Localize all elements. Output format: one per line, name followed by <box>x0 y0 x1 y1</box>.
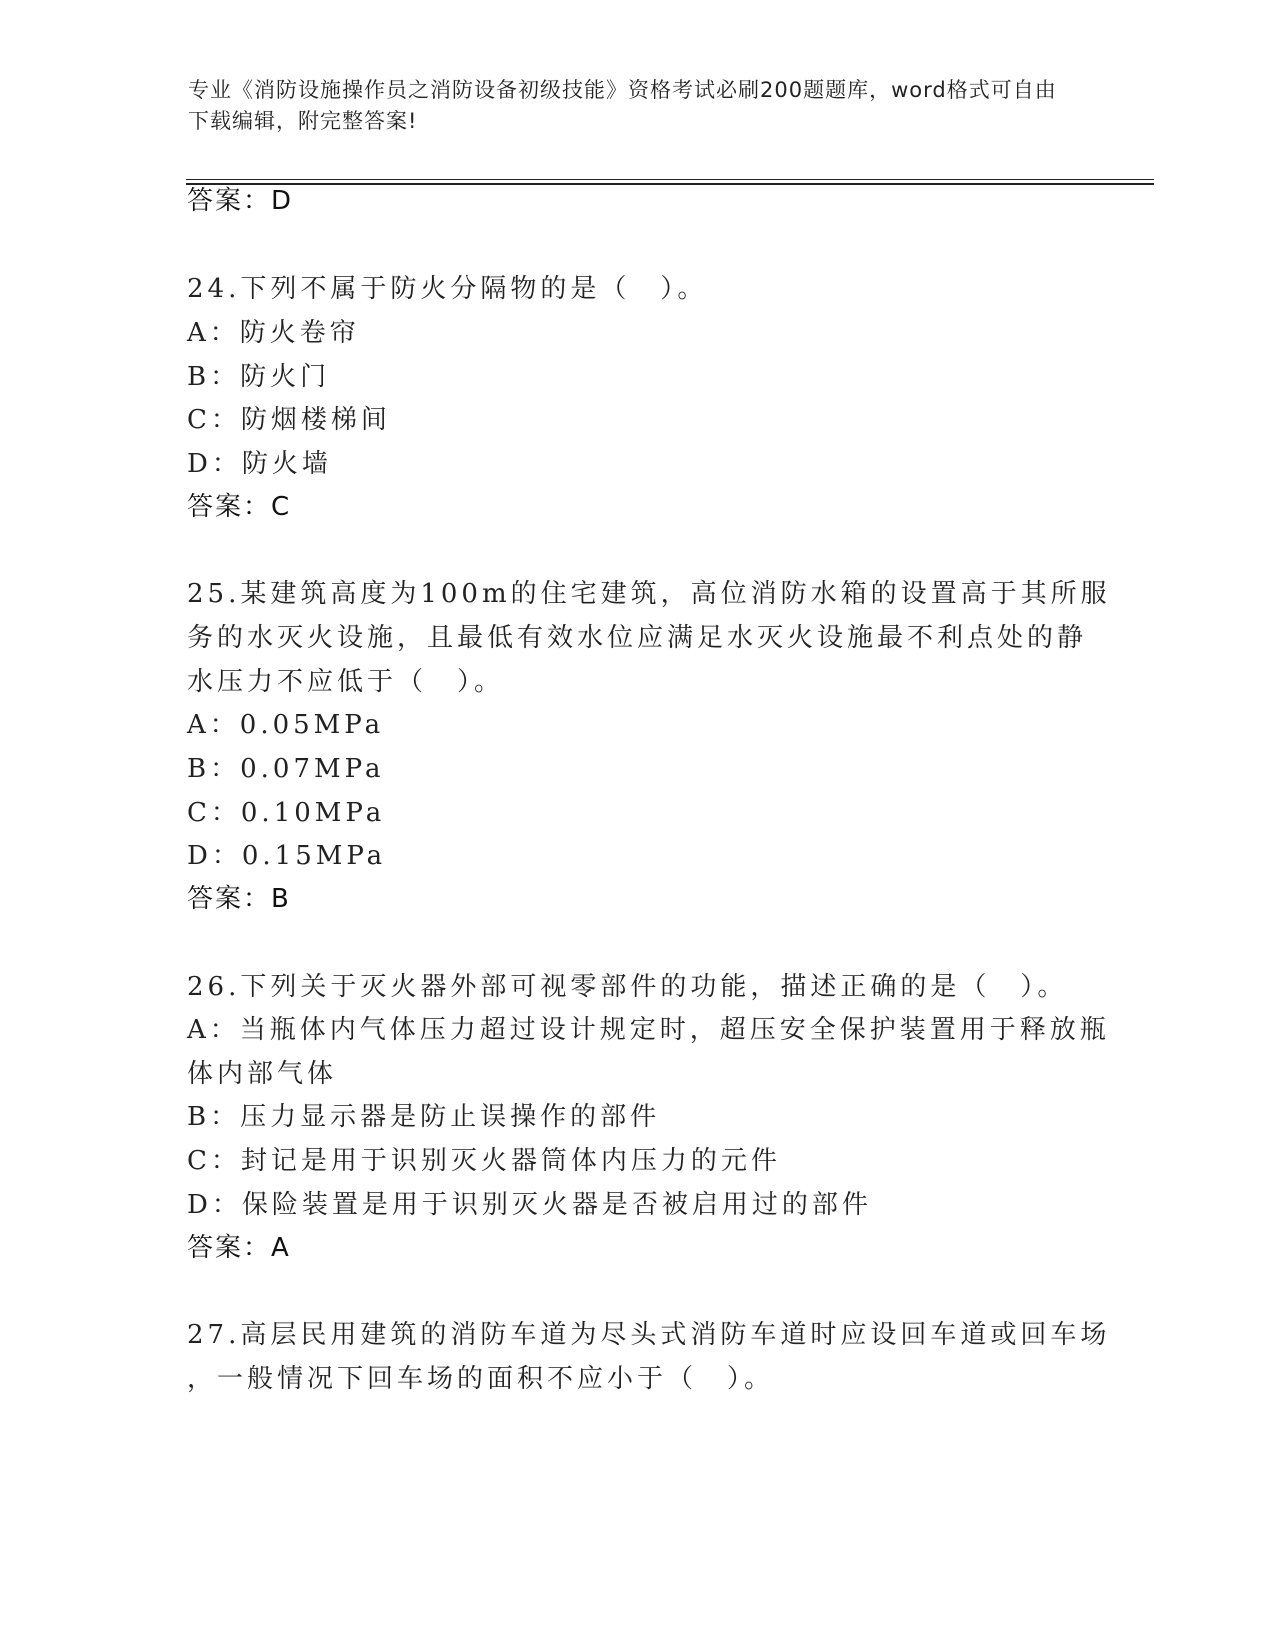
question-27-stem-line-1: 27.高层民用建筑的消防车道为尽头式消防车道时应设回车道或回车场 <box>187 1320 1111 1350</box>
question-24-option-a: A：防火卷帘 <box>187 318 360 348</box>
question-24-option-b: B：防火门 <box>187 362 331 392</box>
header-divider-thin <box>186 179 1154 180</box>
answer-q25: 答案：B <box>187 884 291 914</box>
question-26-option-a-line-2: 体内部气体 <box>187 1059 338 1089</box>
question-25-stem-line-3: 水压力不应低于（ ）。 <box>187 667 505 697</box>
answer-q24: 答案：C <box>187 492 292 522</box>
question-24-option-c: C：防烟楼梯间 <box>187 405 391 435</box>
question-26-option-c: C：封记是用于识别灭火器筒体内压力的元件 <box>187 1146 781 1176</box>
question-27-stem-line-2: ，一般情况下回车场的面积不应小于（ ）。 <box>187 1364 775 1394</box>
question-25-stem-line-1: 25.某建筑高度为100m的住宅建筑，高位消防水箱的设置高于其所服 <box>187 579 1111 609</box>
document-header: 专业《消防设施操作员之消防设备初级技能》资格考试必刷200题题库，word格式可自由下载编辑，附完整答案! <box>188 78 1057 133</box>
question-25-option-c: C：0.10MPa <box>187 798 386 828</box>
question-24-stem: 24.下列不属于防火分隔物的是（ ）。 <box>187 274 708 304</box>
question-26-stem: 26.下列关于灭火器外部可视零部件的功能，描述正确的是（ ）。 <box>187 972 1068 1002</box>
answer-q23: 答案：D <box>187 186 294 216</box>
question-25-option-b: B：0.07MPa <box>187 754 385 784</box>
header-divider-thick <box>186 183 1154 185</box>
question-26-option-d: D：保险装置是用于识别灭火器是否被启用过的部件 <box>187 1190 872 1220</box>
question-26-option-b: B：压力显示器是防止误操作的部件 <box>187 1102 661 1132</box>
answer-q26: 答案：A <box>187 1233 291 1263</box>
question-25-option-d: D：0.15MPa <box>187 841 387 871</box>
question-25-option-a: A：0.05MPa <box>187 710 385 740</box>
question-26-option-a-line-1: A：当瓶体内气体压力超过设计规定时，超压安全保护装置用于释放瓶 <box>187 1015 1110 1045</box>
question-25-stem-line-2: 务的水灭火设施，且最低有效水位应满足水灭火设施最不利点处的静 <box>187 623 1088 653</box>
question-24-option-d: D：防火墙 <box>187 449 332 479</box>
